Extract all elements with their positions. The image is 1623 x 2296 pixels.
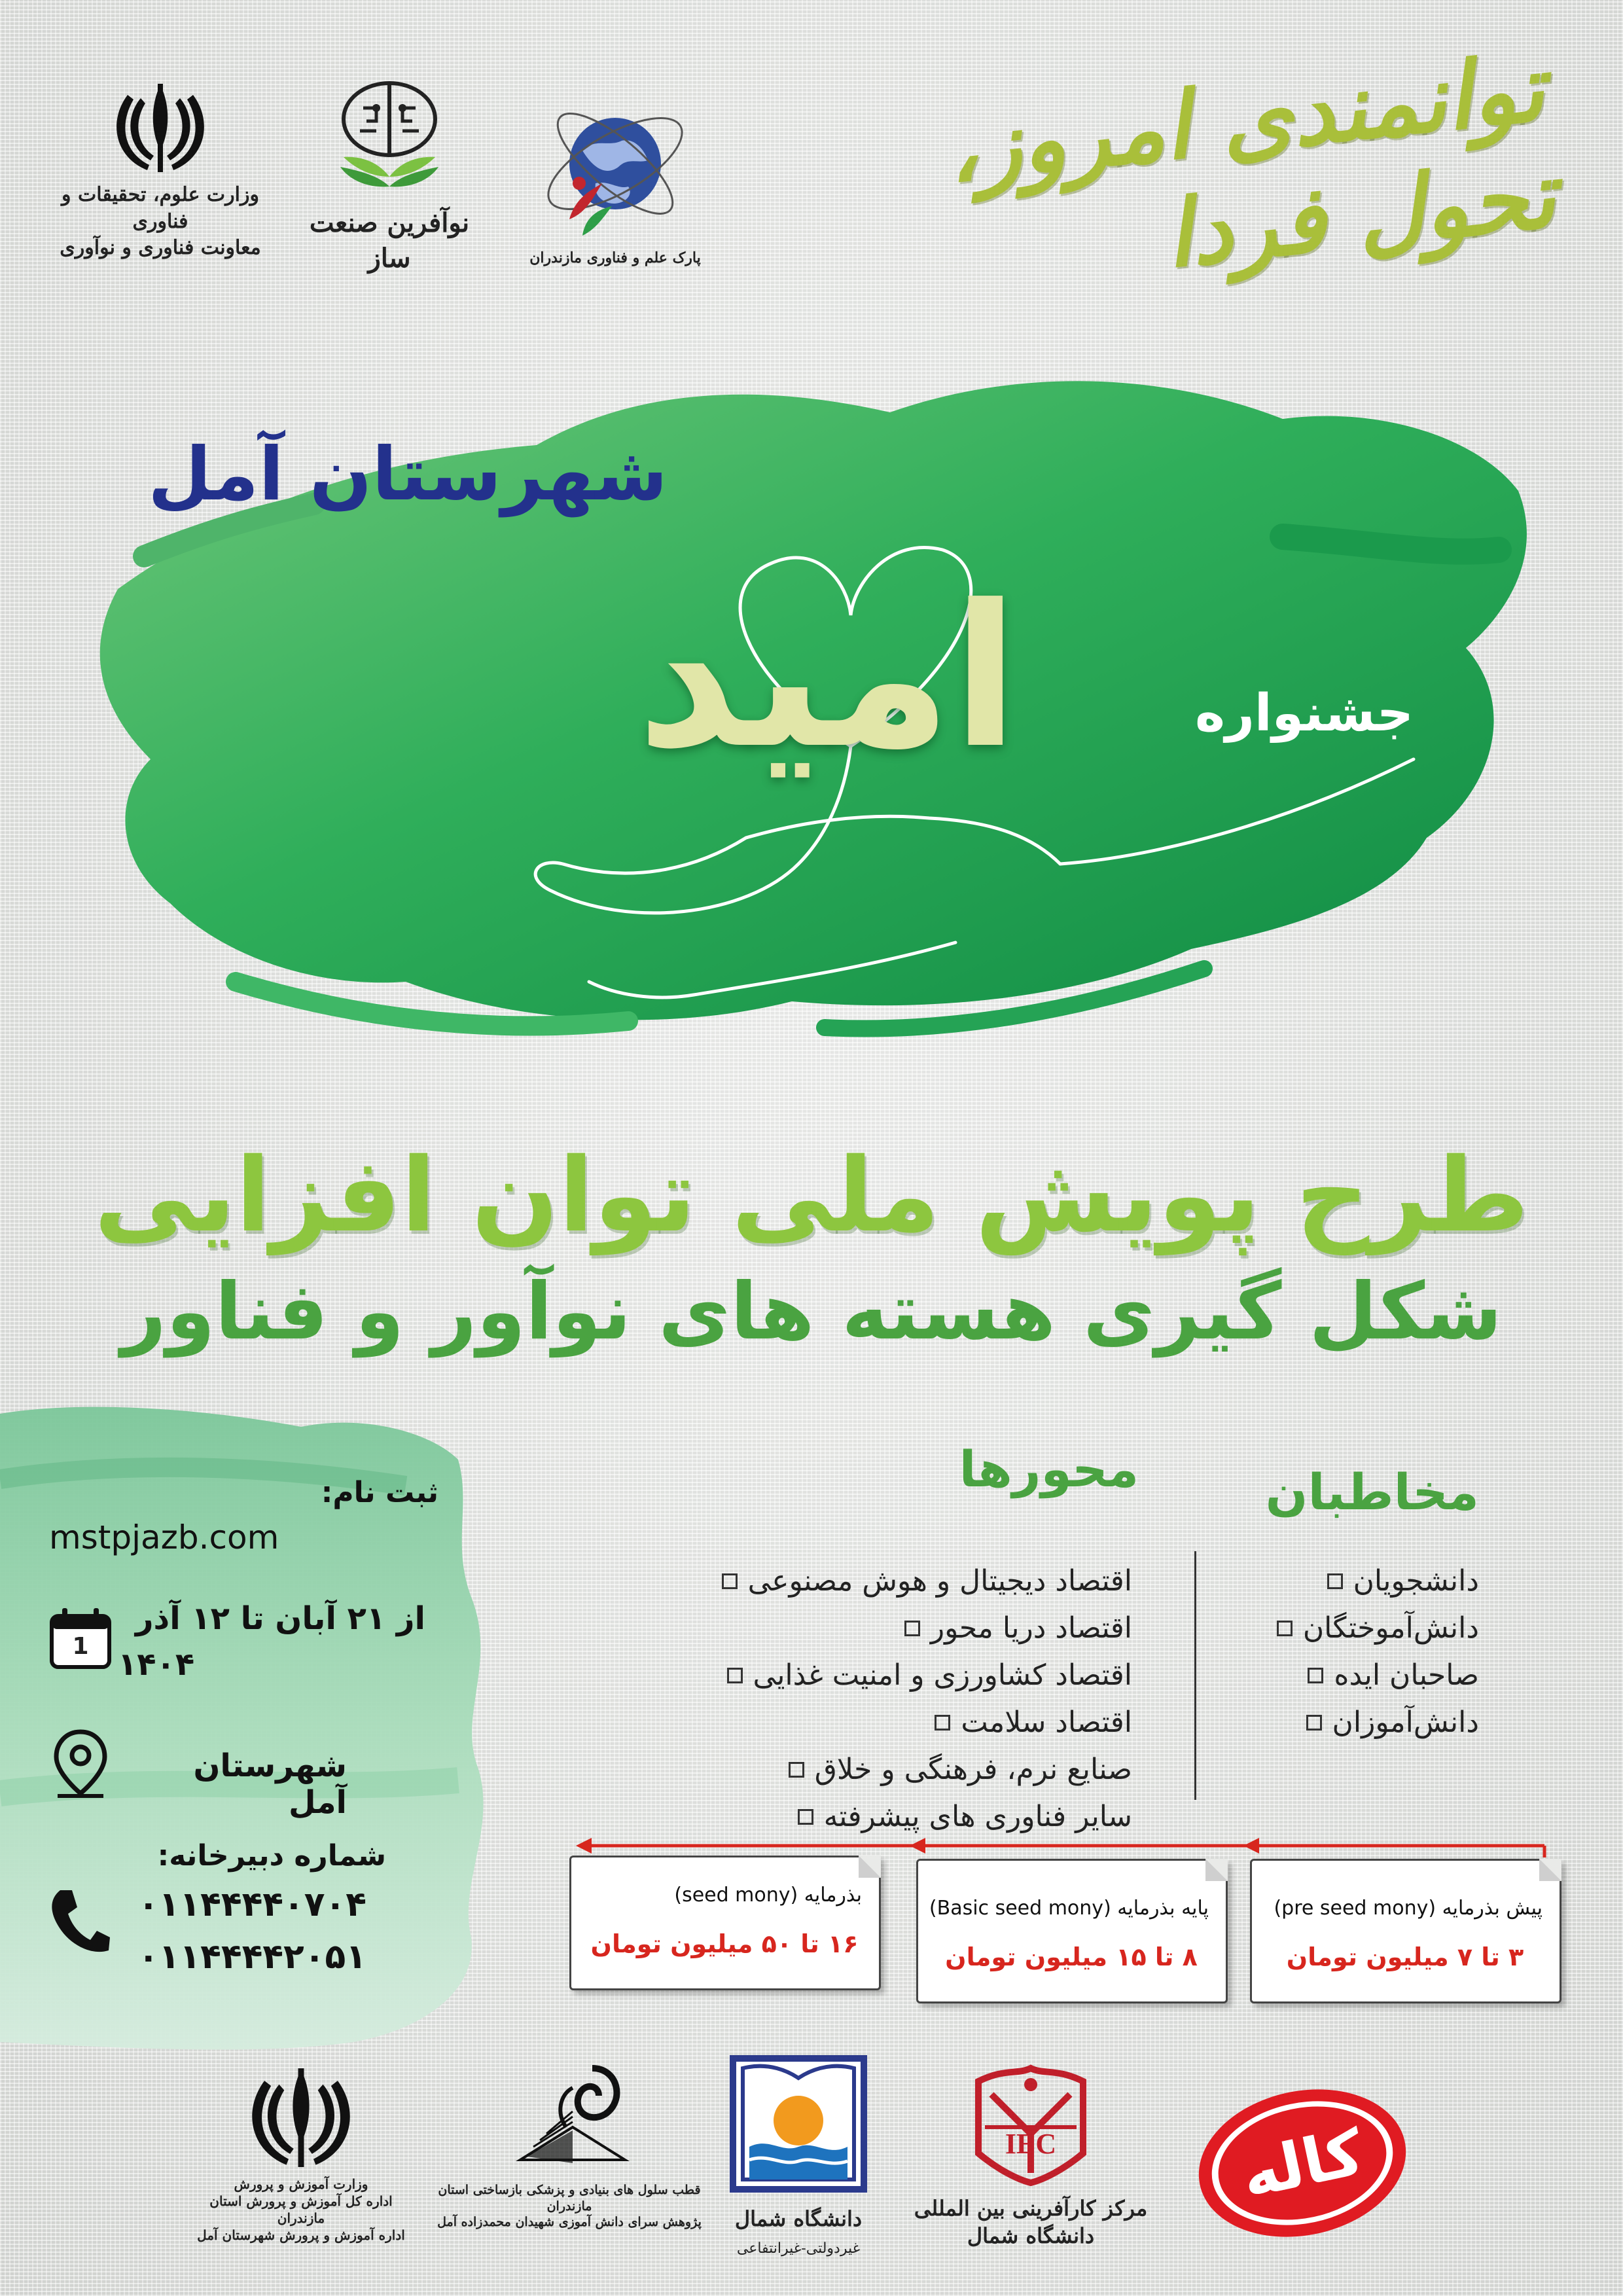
column-divider	[1194, 1551, 1196, 1800]
theme-item: صنایع نرم، فرهنگی و خلاق	[654, 1746, 1132, 1793]
shomal-university-logo	[713, 2049, 883, 2258]
audience-item: دانشجویان	[1243, 1558, 1479, 1605]
festival-name: امید	[636, 563, 1020, 791]
iran-emblem-icon	[239, 2062, 363, 2173]
card-corner-fold	[1205, 1859, 1228, 1881]
science-park-caption: پارک علم و فناوری مازندران	[529, 249, 701, 266]
location-text: شهرستان آمل	[193, 1748, 347, 1821]
funding-amount: ۱۶ تا ۵۰ میلیون تومان	[590, 1929, 859, 1958]
date-year: ۱۴۰۴	[118, 1646, 195, 1683]
audience-item: دانش‌آموختگان	[1243, 1605, 1479, 1652]
date-range: از ۲۱ آبان تا ۱۲ آذر	[135, 1600, 425, 1637]
slogan: توانمندی امروز، تحول فردا	[941, 34, 1560, 289]
science-park-logo	[517, 85, 713, 268]
headline-campaign: طرح پویش ملی توان افزایی	[94, 1136, 1529, 1255]
location-pin-icon	[51, 1728, 110, 1800]
iran-emblem-icon	[105, 79, 216, 177]
calendar-day: 1	[72, 1633, 89, 1660]
theme-item: اقتصاد دریا محور	[654, 1605, 1132, 1652]
phone-icon	[46, 1885, 111, 1957]
funding-card-seed	[569, 1856, 881, 1990]
funding-title: بذرمایه (seed mony)	[674, 1884, 862, 1907]
university-shield-icon	[723, 2049, 874, 2199]
funding-amount: ۳ تا ۷ میلیون تومان	[1286, 1943, 1524, 1971]
themes-title: محورها	[959, 1440, 1139, 1498]
theme-item: اقتصاد دیجیتال و هوش مصنوعی	[654, 1558, 1132, 1605]
globe-orbit-icon	[530, 85, 700, 255]
bullet-square-icon	[798, 1809, 813, 1825]
theme-item: سایر فناوری های پیشرفته	[654, 1793, 1132, 1840]
theme-item: اقتصاد کشاورزی و امنیت غذایی	[654, 1652, 1132, 1699]
stem-cell-pole-logo	[419, 2049, 720, 2231]
funding-amount: ۸ تا ۱۵ میلیون تومان	[945, 1943, 1198, 1971]
card-corner-fold	[1539, 1859, 1561, 1881]
phone-label: شماره دبیرخانه:	[157, 1839, 386, 1873]
funding-title: پایه بذرمایه (Basic seed mony)	[929, 1897, 1209, 1920]
no-afarin-logo	[298, 79, 481, 276]
bullet-square-icon	[789, 1762, 804, 1778]
bullet-square-icon	[1327, 1573, 1343, 1589]
bullet-square-icon	[1308, 1668, 1323, 1683]
education-caption-1: وزارت آموزش و پرورش	[234, 2176, 368, 2192]
funding-title: پیش بذرمایه (pre seed mony)	[1274, 1897, 1543, 1920]
book-swirl-icon	[494, 2049, 645, 2179]
no-afarin-caption: نوآفرین صنعت ساز	[309, 207, 470, 274]
pole-caption-2: پژوهش سرای دانش آموزی شهیدان محمدزاده آمل	[437, 2215, 702, 2230]
funding-card-basic-seed	[916, 1859, 1228, 2003]
theme-item: اقتصاد سلامت	[654, 1699, 1132, 1746]
bullet-square-icon	[935, 1715, 950, 1731]
bullet-square-icon	[1277, 1621, 1293, 1636]
audience-list	[1243, 1558, 1479, 1746]
kalleh-text: کاله	[1235, 2115, 1370, 2213]
card-corner-fold	[859, 1856, 881, 1878]
calendar-icon	[49, 1607, 112, 1670]
audience-item: صاحبان ایده	[1243, 1652, 1479, 1699]
bullet-square-icon	[904, 1621, 920, 1636]
bullet-square-icon	[1306, 1715, 1322, 1731]
phone-number-1[interactable]: ۰۱۱۴۴۴۴۰۷۰۴	[137, 1885, 366, 1924]
registration-label: ثبت نام:	[321, 1476, 438, 1509]
iec-caption-2: دانشگاه شمال	[967, 2223, 1095, 2248]
funding-card-pre-seed	[1250, 1859, 1561, 2003]
audience-title: مخاطبان	[1265, 1463, 1479, 1521]
university-name: دانشگاه شمال	[734, 2206, 863, 2231]
ministry-caption-1: وزارت علوم، تحقیقات و فناوری	[62, 183, 259, 233]
kalleh-logo	[1191, 2081, 1414, 2245]
festival-label: جشنواره	[1194, 684, 1414, 743]
education-ministry-logo	[196, 2062, 406, 2244]
iec-mark: IEC	[1005, 2128, 1057, 2160]
university-sub: غیردولتی-غیرانتفاعی	[736, 2240, 861, 2257]
iec-caption-1: مرکز کارآفرینی بین المللی	[914, 2196, 1148, 2221]
education-caption-2: اداره کل آموزش و پرورش استان مازندران	[209, 2193, 393, 2226]
iec-logo	[910, 2055, 1152, 2250]
bullet-square-icon	[722, 1573, 738, 1589]
pole-caption-1: قطب سلول های بنیادی و پزشکی بازساختی استان مازندران	[438, 2183, 701, 2214]
ministry-caption-2: معاونت فناوری و نوآوری	[60, 236, 261, 259]
phone-number-2[interactable]: ۰۱۱۴۴۴۴۲۰۵۱	[137, 1937, 366, 1977]
bullet-square-icon	[727, 1668, 743, 1683]
city-title: شهرستان آمل	[148, 432, 668, 517]
themes-list	[654, 1558, 1132, 1840]
brain-tree-icon	[324, 79, 455, 203]
education-caption-3: اداره آموزش و پرورش شهرستان آمل	[197, 2227, 405, 2243]
headline-subtitle: شکل گیری هسته های نوآور و فناور	[120, 1266, 1503, 1357]
iec-shield-icon	[965, 2055, 1096, 2186]
audience-item: دانش‌آموزان	[1243, 1699, 1479, 1746]
ministry-logo	[39, 79, 281, 262]
registration-website[interactable]: mstpjazb.com	[49, 1518, 279, 1556]
